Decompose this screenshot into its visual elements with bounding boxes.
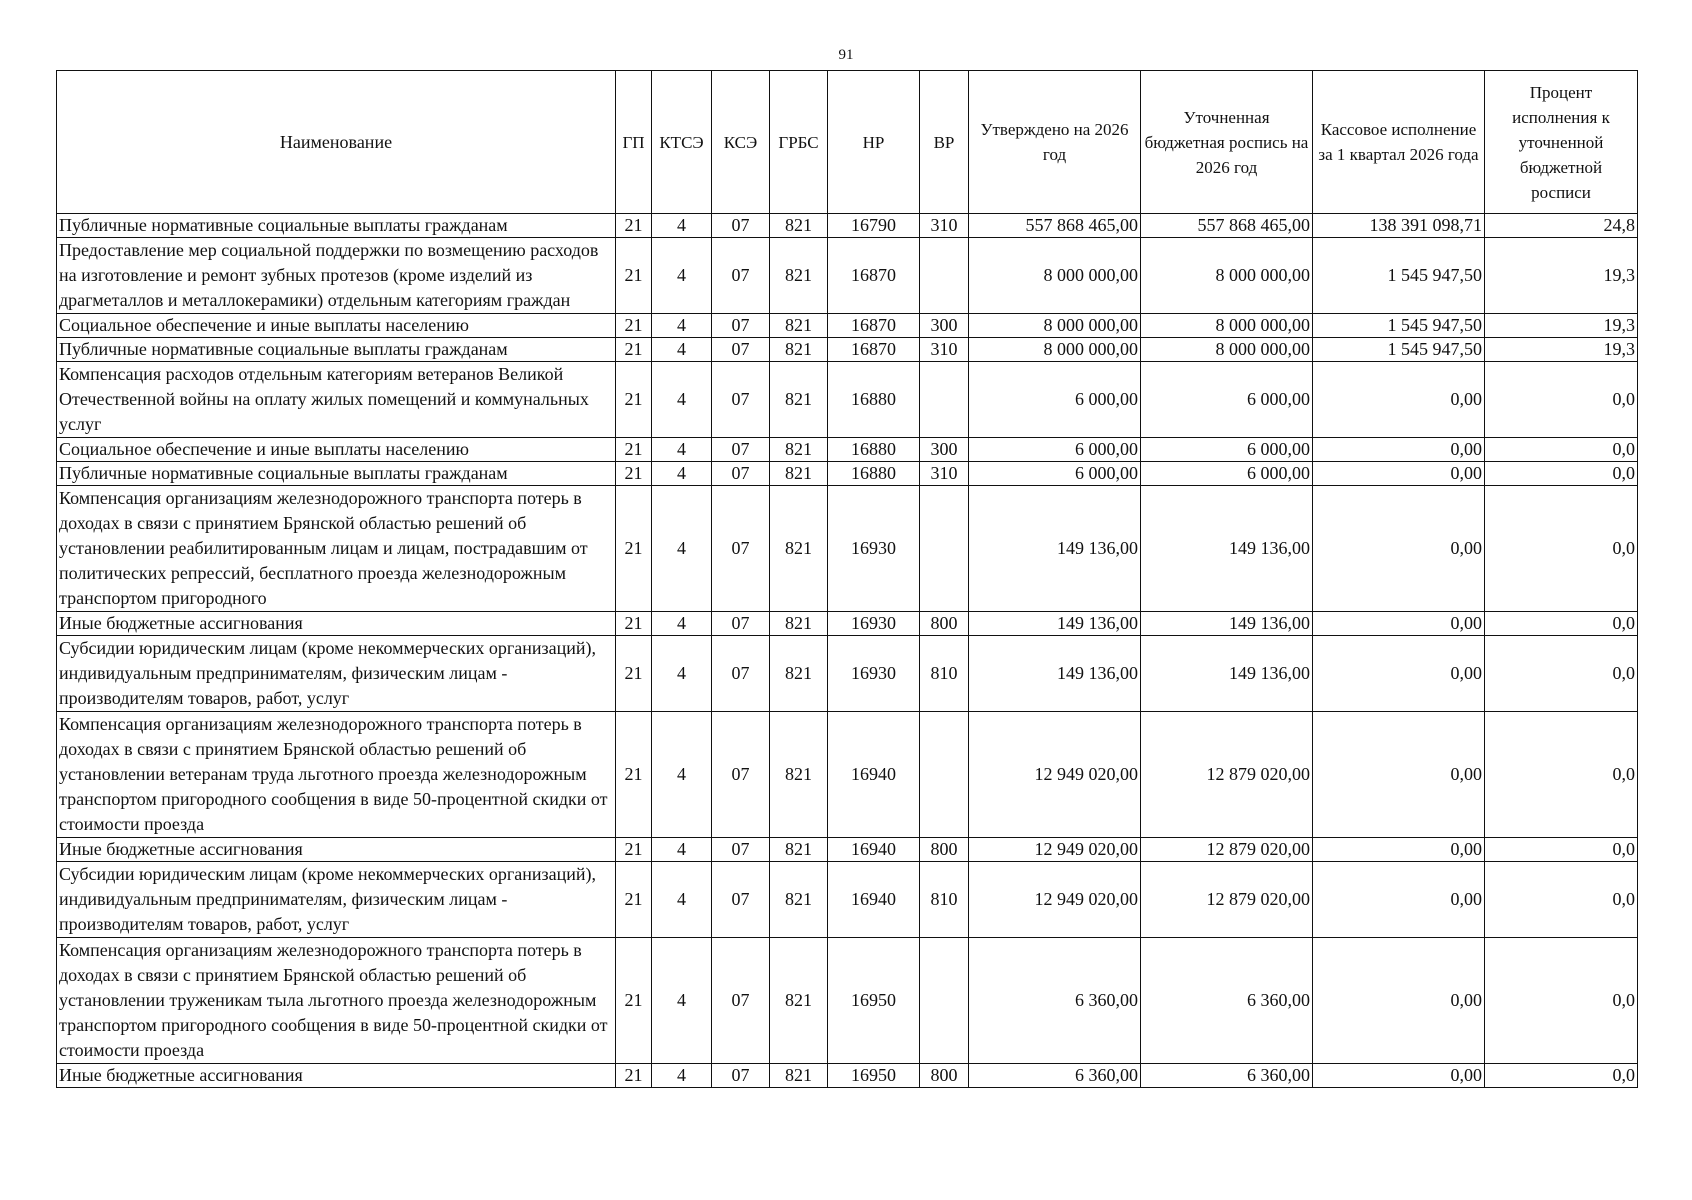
cell-grbs: 821 [770, 438, 828, 462]
cell-nr: 16940 [828, 712, 920, 838]
cell-gp: 21 [616, 438, 652, 462]
table-body [57, 214, 1638, 1088]
cell-ktse: 4 [652, 1064, 712, 1088]
cell-gp: 21 [616, 338, 652, 362]
cell-cash: 1 545 947,50 [1313, 338, 1485, 362]
cell-ktse: 4 [652, 712, 712, 838]
cell-refined: 6 000,00 [1141, 362, 1313, 438]
cell-name: Компенсация организациям железнодорожного транспорта потерь в доходах в связи с принятием Брянской областью решений об установлении труженикам тыла льготного проезда железнодорожным транспортом пригородного сообщения в виде 50-процентной скидки от стоимости проезда [57, 938, 616, 1064]
cell-cash: 0,00 [1313, 462, 1485, 486]
cell-nr: 16930 [828, 486, 920, 612]
cell-kse: 07 [712, 612, 770, 636]
cell-grbs: 821 [770, 338, 828, 362]
cell-approved: 6 000,00 [969, 438, 1141, 462]
cell-percent: 0,0 [1485, 938, 1638, 1064]
cell-kse: 07 [712, 338, 770, 362]
table-row [57, 838, 1638, 862]
cell-grbs: 821 [770, 636, 828, 712]
cell-nr: 16930 [828, 636, 920, 712]
cell-approved: 12 949 020,00 [969, 712, 1141, 838]
cell-approved: 6 360,00 [969, 938, 1141, 1064]
cell-kse: 07 [712, 938, 770, 1064]
cell-nr: 16950 [828, 1064, 920, 1088]
cell-kse: 07 [712, 462, 770, 486]
cell-name: Иные бюджетные ассигнования [57, 612, 616, 636]
cell-gp: 21 [616, 238, 652, 314]
cell-percent: 0,0 [1485, 838, 1638, 862]
header-name: Наименование [57, 71, 616, 214]
table-header [57, 71, 1638, 214]
cell-gp: 21 [616, 862, 652, 938]
budget-execution-table [56, 70, 1638, 1088]
cell-percent: 19,3 [1485, 314, 1638, 338]
cell-approved: 6 000,00 [969, 362, 1141, 438]
page-number: 91 [838, 47, 854, 63]
cell-kse: 07 [712, 362, 770, 438]
cell-grbs: 821 [770, 238, 828, 314]
cell-vr [920, 938, 969, 1064]
cell-refined: 6 360,00 [1141, 938, 1313, 1064]
cell-cash: 0,00 [1313, 838, 1485, 862]
cell-percent: 0,0 [1485, 1064, 1638, 1088]
cell-gp: 21 [616, 486, 652, 612]
cell-ktse: 4 [652, 938, 712, 1064]
cell-ktse: 4 [652, 362, 712, 438]
cell-name: Субсидии юридическим лицам (кроме некоммерческих организаций), индивидуальным предпринимателям, физическим лицам - производителям товаров, работ, услуг [57, 636, 616, 712]
cell-name: Публичные нормативные социальные выплаты гражданам [57, 338, 616, 362]
cell-gp: 21 [616, 938, 652, 1064]
cell-vr: 810 [920, 636, 969, 712]
table-row [57, 238, 1638, 314]
table-row [57, 214, 1638, 238]
cell-refined: 6 000,00 [1141, 438, 1313, 462]
cell-approved: 557 868 465,00 [969, 214, 1141, 238]
cell-grbs: 821 [770, 486, 828, 612]
cell-nr: 16940 [828, 862, 920, 938]
cell-gp: 21 [616, 838, 652, 862]
table-row [57, 938, 1638, 1064]
cell-approved: 149 136,00 [969, 636, 1141, 712]
cell-grbs: 821 [770, 838, 828, 862]
cell-grbs: 821 [770, 612, 828, 636]
cell-name: Иные бюджетные ассигнования [57, 838, 616, 862]
cell-name: Компенсация организациям железнодорожного транспорта потерь в доходах в связи с принятием Брянской областью решений об установлении реабилитированным лицам и лицам, пострадавшим от политических репрессий, бесплатного проезда железнодорожным транспортом пригородного [57, 486, 616, 612]
cell-gp: 21 [616, 1064, 652, 1088]
cell-refined: 12 879 020,00 [1141, 862, 1313, 938]
cell-approved: 149 136,00 [969, 486, 1141, 612]
cell-cash: 0,00 [1313, 438, 1485, 462]
table-row [57, 636, 1638, 712]
cell-name: Субсидии юридическим лицам (кроме некоммерческих организаций), индивидуальным предпринимателям, физическим лицам - производителям товаров, работ, услуг [57, 862, 616, 938]
cell-vr: 810 [920, 862, 969, 938]
cell-ktse: 4 [652, 838, 712, 862]
cell-kse: 07 [712, 862, 770, 938]
cell-approved: 12 949 020,00 [969, 862, 1141, 938]
cell-ktse: 4 [652, 314, 712, 338]
cell-vr: 800 [920, 612, 969, 636]
cell-nr: 16870 [828, 314, 920, 338]
table-row [57, 338, 1638, 362]
cell-grbs: 821 [770, 214, 828, 238]
cell-vr: 800 [920, 1064, 969, 1088]
cell-percent: 19,3 [1485, 338, 1638, 362]
cell-refined: 12 879 020,00 [1141, 838, 1313, 862]
cell-name: Компенсация организациям железнодорожного транспорта потерь в доходах в связи с принятием Брянской областью решений об установлении ветеранам труда льготного проезда железнодорожным транспортом пригородного сообщения в виде 50-процентной скидки от стоимости проезда [57, 712, 616, 838]
cell-percent: 0,0 [1485, 612, 1638, 636]
cell-nr: 16930 [828, 612, 920, 636]
cell-grbs: 821 [770, 938, 828, 1064]
cell-name: Предоставление мер социальной поддержки по возмещению расходов на изготовление и ремонт зубных протезов (кроме изделий из драгметаллов и металлокерамики) отдельным категориям граждан [57, 238, 616, 314]
cell-name: Публичные нормативные социальные выплаты гражданам [57, 462, 616, 486]
cell-ktse: 4 [652, 862, 712, 938]
cell-refined: 8 000 000,00 [1141, 338, 1313, 362]
cell-refined: 557 868 465,00 [1141, 214, 1313, 238]
table-row [57, 314, 1638, 338]
cell-gp: 21 [616, 314, 652, 338]
cell-vr [920, 486, 969, 612]
cell-vr: 300 [920, 314, 969, 338]
table-row [57, 712, 1638, 838]
cell-name: Компенсация расходов отдельным категориям ветеранов Великой Отечественной войны на оплату жилых помещений и коммунальных услуг [57, 362, 616, 438]
cell-vr [920, 362, 969, 438]
cell-grbs: 821 [770, 462, 828, 486]
cell-percent: 0,0 [1485, 362, 1638, 438]
cell-gp: 21 [616, 214, 652, 238]
cell-kse: 07 [712, 314, 770, 338]
cell-ktse: 4 [652, 636, 712, 712]
header-vr: ВР [920, 71, 969, 214]
header-percent: Процент исполнения к уточненной бюджетной росписи [1485, 71, 1638, 214]
cell-refined: 149 136,00 [1141, 486, 1313, 612]
header-refined: Уточненная бюджетная роспись на 2026 год [1141, 71, 1313, 214]
table-row [57, 462, 1638, 486]
header-nr: НР [828, 71, 920, 214]
cell-ktse: 4 [652, 338, 712, 362]
cell-approved: 12 949 020,00 [969, 838, 1141, 862]
cell-grbs: 821 [770, 362, 828, 438]
cell-vr: 310 [920, 214, 969, 238]
cell-approved: 149 136,00 [969, 612, 1141, 636]
cell-refined: 149 136,00 [1141, 612, 1313, 636]
cell-nr: 16950 [828, 938, 920, 1064]
cell-vr: 300 [920, 438, 969, 462]
header-ktse: КТСЭ [652, 71, 712, 214]
cell-ktse: 4 [652, 612, 712, 636]
cell-kse: 07 [712, 838, 770, 862]
table-row [57, 486, 1638, 612]
header-gp: ГП [616, 71, 652, 214]
cell-refined: 12 879 020,00 [1141, 712, 1313, 838]
cell-cash: 1 545 947,50 [1313, 238, 1485, 314]
cell-cash: 138 391 098,71 [1313, 214, 1485, 238]
cell-ktse: 4 [652, 462, 712, 486]
cell-approved: 8 000 000,00 [969, 338, 1141, 362]
table-row [57, 862, 1638, 938]
cell-ktse: 4 [652, 438, 712, 462]
header-grbs: ГРБС [770, 71, 828, 214]
cell-ktse: 4 [652, 238, 712, 314]
cell-name: Социальное обеспечение и иные выплаты населению [57, 438, 616, 462]
cell-cash: 0,00 [1313, 712, 1485, 838]
cell-nr: 16880 [828, 462, 920, 486]
cell-refined: 8 000 000,00 [1141, 314, 1313, 338]
table-row [57, 612, 1638, 636]
cell-refined: 8 000 000,00 [1141, 238, 1313, 314]
cell-nr: 16790 [828, 214, 920, 238]
cell-percent: 0,0 [1485, 636, 1638, 712]
cell-kse: 07 [712, 712, 770, 838]
cell-kse: 07 [712, 438, 770, 462]
cell-percent: 0,0 [1485, 438, 1638, 462]
cell-percent: 0,0 [1485, 712, 1638, 838]
cell-kse: 07 [712, 1064, 770, 1088]
cell-cash: 0,00 [1313, 636, 1485, 712]
cell-percent: 0,0 [1485, 486, 1638, 612]
cell-gp: 21 [616, 362, 652, 438]
header-kse: КСЭ [712, 71, 770, 214]
cell-cash: 0,00 [1313, 486, 1485, 612]
cell-cash: 0,00 [1313, 938, 1485, 1064]
cell-cash: 0,00 [1313, 1064, 1485, 1088]
cell-nr: 16940 [828, 838, 920, 862]
cell-grbs: 821 [770, 712, 828, 838]
cell-percent: 0,0 [1485, 462, 1638, 486]
cell-vr [920, 712, 969, 838]
cell-gp: 21 [616, 612, 652, 636]
cell-cash: 1 545 947,50 [1313, 314, 1485, 338]
cell-kse: 07 [712, 486, 770, 612]
cell-approved: 8 000 000,00 [969, 238, 1141, 314]
header-row [57, 71, 1638, 214]
cell-kse: 07 [712, 238, 770, 314]
cell-name: Публичные нормативные социальные выплаты гражданам [57, 214, 616, 238]
cell-kse: 07 [712, 214, 770, 238]
cell-vr [920, 238, 969, 314]
cell-nr: 16870 [828, 338, 920, 362]
cell-gp: 21 [616, 462, 652, 486]
cell-ktse: 4 [652, 214, 712, 238]
table-row [57, 438, 1638, 462]
cell-nr: 16880 [828, 438, 920, 462]
cell-percent: 19,3 [1485, 238, 1638, 314]
cell-percent: 0,0 [1485, 862, 1638, 938]
cell-gp: 21 [616, 712, 652, 838]
table-row [57, 362, 1638, 438]
cell-approved: 8 000 000,00 [969, 314, 1141, 338]
cell-grbs: 821 [770, 314, 828, 338]
cell-cash: 0,00 [1313, 362, 1485, 438]
cell-approved: 6 000,00 [969, 462, 1141, 486]
header-approved: Утверждено на 2026 год [969, 71, 1141, 214]
cell-kse: 07 [712, 636, 770, 712]
cell-cash: 0,00 [1313, 862, 1485, 938]
table-row [57, 1064, 1638, 1088]
cell-name: Иные бюджетные ассигнования [57, 1064, 616, 1088]
cell-nr: 16880 [828, 362, 920, 438]
cell-gp: 21 [616, 636, 652, 712]
cell-grbs: 821 [770, 862, 828, 938]
header-cash: Кассовое исполнение за 1 квартал 2026 года [1313, 71, 1485, 214]
cell-vr: 800 [920, 838, 969, 862]
cell-cash: 0,00 [1313, 612, 1485, 636]
cell-refined: 6 000,00 [1141, 462, 1313, 486]
cell-refined: 6 360,00 [1141, 1064, 1313, 1088]
cell-vr: 310 [920, 462, 969, 486]
cell-ktse: 4 [652, 486, 712, 612]
cell-percent: 24,8 [1485, 214, 1638, 238]
cell-nr: 16870 [828, 238, 920, 314]
cell-approved: 6 360,00 [969, 1064, 1141, 1088]
cell-refined: 149 136,00 [1141, 636, 1313, 712]
cell-name: Социальное обеспечение и иные выплаты населению [57, 314, 616, 338]
cell-grbs: 821 [770, 1064, 828, 1088]
cell-vr: 310 [920, 338, 969, 362]
